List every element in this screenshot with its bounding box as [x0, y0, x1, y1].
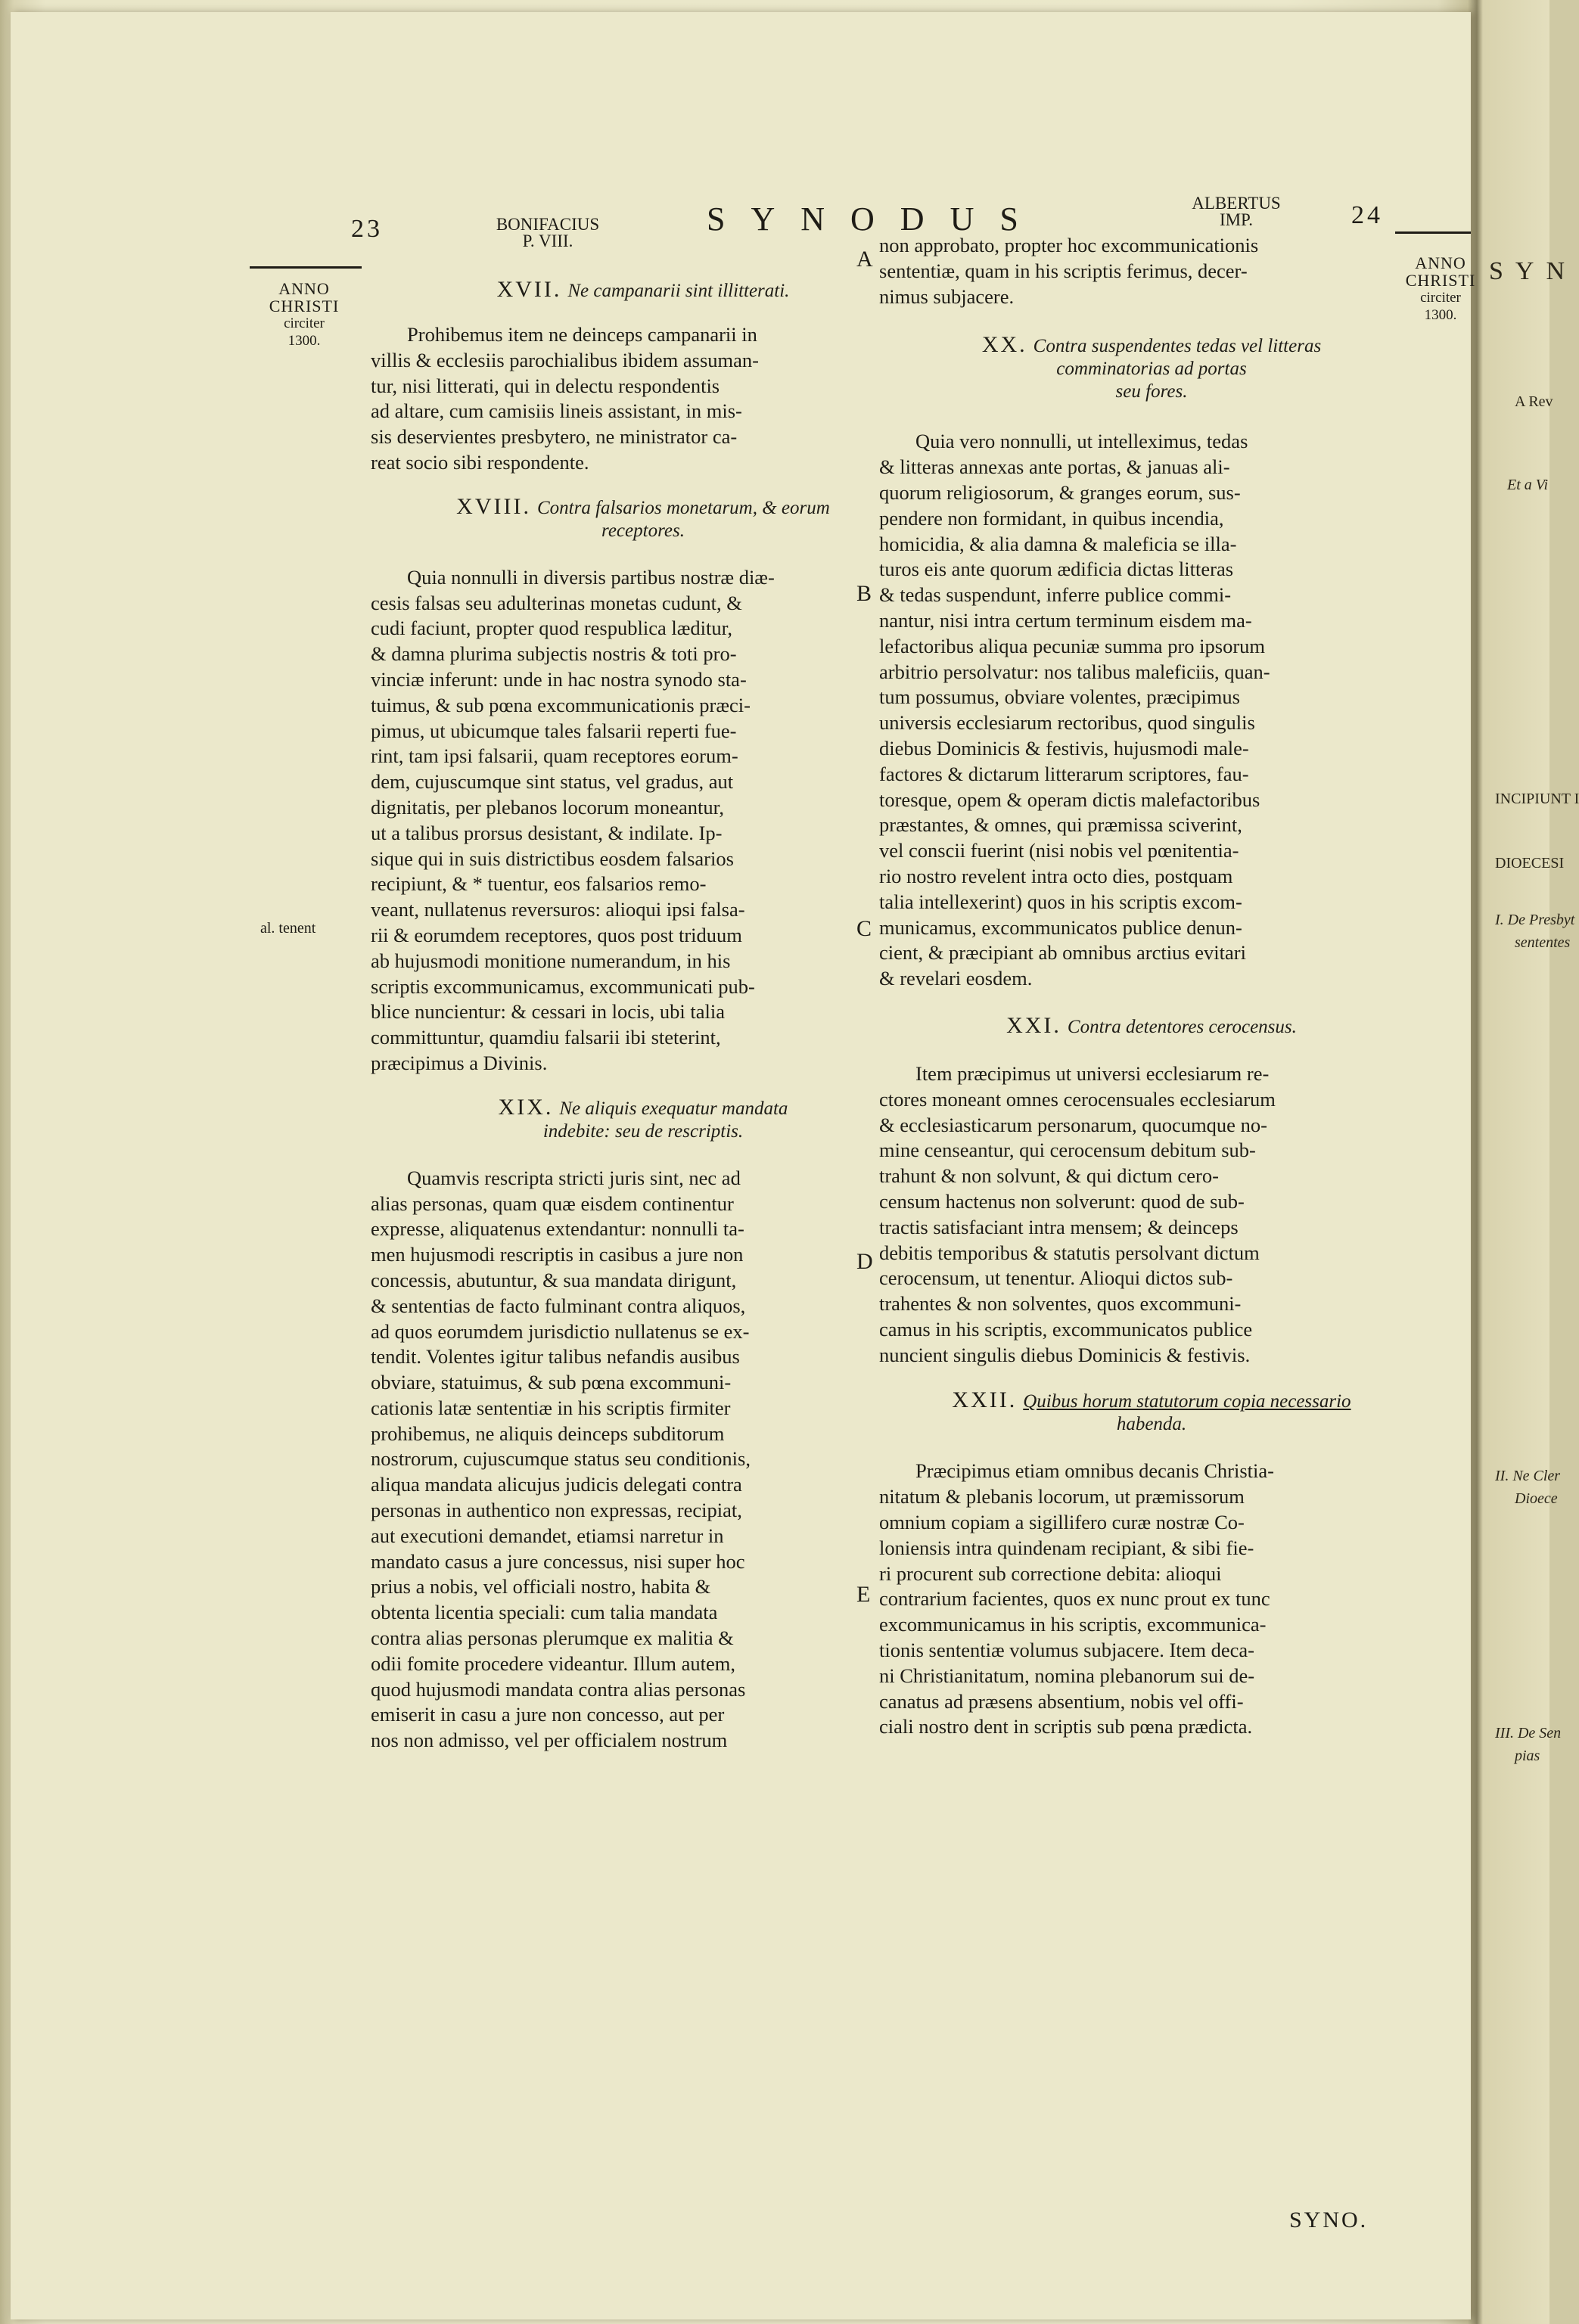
left-column: [371, 278, 915, 1754]
header-rule-left: [250, 266, 362, 269]
text-line: rii & eorumdem receptores, quos post triduum: [371, 923, 742, 946]
text-line: ad quos eorumdem jurisdictio nullatenus se ex-: [371, 1319, 750, 1343]
margin-anno-left-line: 1300.: [288, 333, 321, 349]
text-line: cient, & præcipiant ab omnibus arctius evitari: [879, 941, 1246, 965]
text-line: cudi faciunt, propter quod respublica læditur,: [371, 617, 733, 640]
next-page-fragment: pias: [1515, 1748, 1540, 1764]
margin-anno-right-line: CHRISTI: [1405, 271, 1476, 290]
chapter-number: XXII.: [952, 1387, 1018, 1413]
text-line: ad altare, cum camisiis lineis assistant, in mis-: [371, 399, 742, 423]
paragraph: [371, 1166, 915, 1754]
paragraph: [879, 1061, 1424, 1369]
text-line: veant, nullatenus reversuros: alioqui ipsi falsa-: [371, 898, 745, 921]
paragraph: [879, 429, 1424, 992]
section-letter: C: [856, 916, 872, 941]
chapter-number: XIX.: [498, 1094, 554, 1120]
text-line: mandato casus a jure concessus, nisi super hoc: [371, 1549, 745, 1573]
text-line: nuncient singulis diebus Dominicis & festivis.: [879, 1343, 1251, 1366]
chapter-title: habenda.: [1116, 1414, 1187, 1435]
right-column: [879, 233, 1424, 1740]
text-line: dem, cujuscumque sint status, vel gradus, aut: [371, 770, 734, 794]
text-line: cationis latæ sententiæ in his scriptis firmiter: [371, 1396, 731, 1419]
running-head-right: [1161, 195, 1312, 228]
next-page-fragment: A Rev: [1515, 393, 1553, 410]
running-head-right-line2: IMP.: [1219, 210, 1254, 229]
text-line: prohibemus, ne aliquis deinceps subditorum: [371, 1421, 725, 1445]
text-line: homicidia, & alia damna & maleficia se illa-: [879, 532, 1237, 555]
chapter-heading: [371, 1096, 915, 1143]
margin-anno-right-line: ANNO: [1415, 253, 1466, 272]
text-line: cesis falsas seu adulterinas monetas cudunt, &: [371, 591, 742, 614]
section-letter: B: [856, 581, 872, 606]
text-line: scriptis excommunicamus, excommunicati pub-: [371, 974, 755, 998]
text-line: quorum religiosorum, & granges eorum, sus-: [879, 480, 1241, 504]
next-page-fragment: SYN: [1489, 257, 1577, 285]
text-line: expresse, aliquatenus extendantur: nonnulli ta-: [371, 1217, 744, 1241]
text-line: debitis temporibus & statutis persolvant dictum: [879, 1241, 1260, 1264]
chapter-heading: [371, 278, 915, 303]
chapter-title: receptores.: [601, 520, 685, 541]
text-line: arbitrio persolvatur: nos talibus maleficiis, quan-: [879, 660, 1270, 683]
text-line: excommunicamus in his scriptis, excommunica-: [879, 1613, 1267, 1636]
margin-anno-right-line: 1300.: [1424, 307, 1457, 323]
text-line: odii fomite procedere videantur. Illum autem,: [371, 1651, 735, 1675]
text-line: nostrorum, cujuscumque status seu conditionis,: [371, 1447, 751, 1471]
text-line: universis ecclesiarum rectoribus, quod singulis: [879, 711, 1255, 735]
text-line: Prohibemus item ne deinceps campanarii in: [407, 323, 757, 346]
text-line: tum possumus, obviare volentes, præcipimus: [879, 685, 1240, 709]
text-line: mine censeantur, qui cerocensum debitum sub-: [879, 1139, 1256, 1162]
text-line: tractis satisfaciant intra mensem; & deinceps: [879, 1215, 1239, 1238]
text-line: prius a nobis, vel officiali nostro, habita &: [371, 1575, 711, 1599]
chapter-title: Ne aliquis exequatur mandata: [559, 1098, 788, 1119]
text-line: ciali nostro dent in scriptis sub pœna prædicta.: [879, 1715, 1253, 1738]
chapter-heading: [879, 1389, 1424, 1436]
next-page-fragment: Et a Vi: [1507, 477, 1549, 493]
text-line: emiserit in casu a jure non concesso, aut per: [371, 1703, 725, 1726]
text-line: camus in his scriptis, excommunicatos publice: [879, 1317, 1253, 1341]
text-line: nantur, nisi intra certum terminum eisdem ma-: [879, 608, 1252, 632]
text-line: ab hujusmodi monitione numerandum, in his: [371, 949, 731, 972]
text-line: men hujusmodi rescriptis in casibus a jure non: [371, 1243, 744, 1266]
text-line: alias personas, quam quæ eisdem continentur: [371, 1192, 734, 1215]
next-page-fragment: DIOECESI: [1495, 855, 1565, 872]
paragraph: [371, 565, 915, 1077]
chapter-heading: [371, 493, 915, 542]
chapter-title: Contra suspendentes tedas vel litteras: [1033, 336, 1322, 357]
text-line: omnium copiam a sigillifero curæ nostræ Co-: [879, 1511, 1245, 1534]
margin-anno-left: [251, 280, 357, 350]
text-line: reat socio sibi respondente.: [371, 450, 589, 474]
text-line: Præcipimus etiam omnibus decanis Christia-: [915, 1459, 1274, 1483]
text-line: vinciæ inferunt: unde in hac nostra synodo sta-: [371, 667, 747, 691]
text-line: non approbato, propter hoc excommunicationis: [879, 234, 1259, 256]
running-head-left-line1: BONIFACIUS: [496, 215, 600, 234]
chapter-title: Ne campanarii sint illitterati.: [567, 281, 790, 301]
text-line: contrarium facientes, quos ex nunc prout ex tunc: [879, 1587, 1270, 1611]
text-line: ni Christianitatum, nomina plebanorum sui de-: [879, 1664, 1255, 1687]
chapter-heading: [879, 1014, 1424, 1039]
text-line: tuimus, & sub pœna excommunicationis præci-: [371, 693, 751, 716]
chapter-title: Quibus horum statutorum copia necessario: [1023, 1391, 1351, 1412]
running-head-right-line1: ALBERTUS: [1192, 194, 1281, 213]
text-line: Quia nonnulli in diversis partibus nostræ diæ-: [407, 565, 775, 589]
margin-anno-left-line: CHRISTI: [269, 297, 340, 315]
next-page-fragment: Dioece: [1515, 1490, 1558, 1507]
margin-anno-right-line: circiter: [1420, 290, 1461, 306]
paragraph: [879, 1459, 1424, 1740]
text-line: sique qui in suis districtibus eosdem falsarios: [371, 847, 734, 870]
marginal-variant-note: al. tenent: [260, 920, 316, 937]
text-line: & revelari eosdem.: [879, 967, 1033, 990]
text-line: toresque, opem & operam dictis malefactoribus: [879, 788, 1260, 811]
book-page: [11, 12, 1476, 2319]
page-number-left: 23: [351, 215, 383, 243]
next-page-fragment: INCIPIUNT I: [1495, 791, 1579, 807]
text-line: dignitatis, per plebanos locorum moneantur,: [371, 795, 724, 819]
text-line: canatus ad præsens absentium, nobis vel offi-: [879, 1689, 1244, 1713]
text-line: sis deservientes presbytero, ne ministrator ca-: [371, 425, 738, 449]
next-page-fragment: sententes: [1515, 934, 1571, 951]
text-line: trahentes & non solventes, quos excommuni-: [879, 1292, 1242, 1316]
text-line: præstantes, & omnes, qui præmissa sciverint,: [879, 813, 1242, 837]
chapter-title: indebite: seu de rescriptis.: [542, 1120, 744, 1142]
text-line: municamus, excommunicatos publice denun-: [879, 915, 1242, 939]
text-line: Quia vero nonnulli, ut intelleximus, tedas: [915, 430, 1248, 453]
page-title: SYNODUS: [707, 200, 1044, 238]
text-line: diebus Dominicis & festivis, hujusmodi male-: [879, 736, 1249, 760]
text-line: vel conscii fuerint (nisi nobis vel pœnitentia-: [879, 839, 1239, 862]
text-line: quod hujusmodi mandata contra alias personas: [371, 1677, 746, 1701]
chapter-title: seu fores.: [1115, 381, 1188, 402]
chapter-title: comminatorias ad portas: [1056, 359, 1247, 380]
text-line: concessis, abutuntur, & sua mandata dirigunt,: [371, 1268, 737, 1291]
text-line: ut a talibus prorsus desistant, & indilate. Ip-: [371, 821, 723, 844]
text-line: turos eis ante quorum ædificia dictas litteras: [879, 558, 1234, 581]
section-letter: D: [856, 1249, 873, 1274]
section-letter: E: [856, 1582, 871, 1607]
text-line: pendere non formidant, in quibus incendia,: [879, 506, 1224, 530]
text-line: lefactoribus aliqua pecuniæ summa pro ipsorum: [879, 634, 1266, 657]
text-line: tur, nisi litterati, qui in delectu respondentis: [371, 374, 720, 397]
text-line: aliqua mandata alicujus judicis delegati contra: [371, 1473, 742, 1496]
chapter-heading: [879, 334, 1424, 403]
text-line: aut executioni demandet, etiamsi narretur in: [371, 1524, 724, 1547]
text-line: loniensis intra quindenam recipiant, & sibi fie-: [879, 1536, 1254, 1559]
text-line: nos non admisso, vel per officialem nostrum: [371, 1729, 728, 1752]
text-line: Item præcipimus ut universi ecclesiarum re-: [915, 1061, 1270, 1085]
text-line: tionis sententiæ volumus subjacere. Item deca-: [879, 1639, 1255, 1662]
text-line: rio nostro revelent intra octo dies, postquam: [879, 864, 1233, 887]
text-line: nitatum & plebanis locorum, ut præmissorum: [879, 1485, 1245, 1508]
next-page-fragment: I. De Presbyt: [1495, 912, 1575, 928]
next-page-fragment: III. De Sen: [1495, 1725, 1562, 1741]
text-line: obtenta licentia speciali: cum talia mandata: [371, 1601, 718, 1624]
paragraph: [371, 322, 915, 476]
text-line: & ecclesiasticarum personarum, quocumque no-: [879, 1113, 1267, 1136]
text-line: cerocensum, ut tenentur. Alioqui dictos sub-: [879, 1266, 1233, 1290]
chapter-title: Contra falsarios monetarum, & eorum: [536, 497, 830, 518]
text-line: obviare, statuimus, & sub pœna excommuni-: [371, 1371, 732, 1394]
text-line: tendit. Volentes igitur talibus nefandis ausibus: [371, 1345, 740, 1369]
text-line: & damna plurima subjectis nostris & toti pro-: [371, 642, 737, 666]
text-line: blice nuncientur: & cessari in locis, ubi talia: [371, 1000, 726, 1024]
paragraph: [879, 233, 1424, 309]
margin-anno-left-line: ANNO: [278, 279, 330, 298]
text-line: ctores moneant omnes cerocensuales ecclesiarum: [879, 1087, 1276, 1111]
text-line: & sententias de facto fulminant contra aliquos,: [371, 1294, 746, 1317]
chapter-number: XVIII.: [456, 493, 531, 519]
text-line: personas in authentico non expressas, recipiat,: [371, 1499, 742, 1522]
chapter-number: XXI.: [1006, 1012, 1061, 1038]
text-line: & tedas suspendunt, inferre publice commi-: [879, 583, 1232, 607]
text-line: contra alias personas plerumque ex malitia &: [371, 1626, 734, 1650]
text-line: villis & ecclesiis parochialibus ibidem assuman-: [371, 348, 759, 371]
text-line: nimus subjacere.: [879, 284, 1015, 308]
text-line: censum hactenus non solverunt: quod de sub-: [879, 1189, 1245, 1213]
text-line: factores & dictarum litterarum scriptores, fau-: [879, 762, 1249, 785]
chapter-title: Contra detentores cerocensus.: [1067, 1016, 1297, 1037]
text-line: sententiæ, quam in his scriptis ferimus, decer-: [879, 259, 1248, 282]
margin-anno-left-line: circiter: [284, 315, 325, 331]
next-page-fragment: II. Ne Cler: [1495, 1468, 1561, 1484]
page-number-right: 24: [1351, 201, 1383, 229]
catchword: SYNO.: [1289, 2207, 1369, 2232]
text-line: rint, tam ipsi falsarii, quam receptores eorum-: [371, 744, 738, 768]
text-line: trahunt & non solvunt, & qui dictum cero-: [879, 1164, 1219, 1188]
running-head-left: [472, 216, 623, 250]
next-page-edge: [1484, 174, 1579, 2292]
text-line: Quamvis rescripta stricti juris sint, nec ad: [407, 1166, 741, 1189]
section-letter: A: [856, 247, 873, 272]
text-line: ri procurent sub correctione debita: alioqui: [879, 1561, 1222, 1585]
text-line: præcipimus a Divinis.: [371, 1051, 548, 1074]
running-head-left-line2: P. VIII.: [522, 231, 573, 250]
chapter-number: XX.: [981, 332, 1027, 358]
chapter-number: XVII.: [496, 277, 562, 302]
text-line: talia intellexerint) quos in his scriptis excom-: [879, 890, 1242, 913]
text-line: committuntur, quamdiu falsarii ibi steterint,: [371, 1026, 721, 1049]
text-line: & litteras annexas ante portas, & januas ali-: [879, 455, 1230, 479]
text-line: recipiunt, & * tuentur, eos falsarios remo-: [371, 872, 707, 896]
text-line: pimus, ut ubicumque tales falsarii reperti fue-: [371, 719, 737, 742]
